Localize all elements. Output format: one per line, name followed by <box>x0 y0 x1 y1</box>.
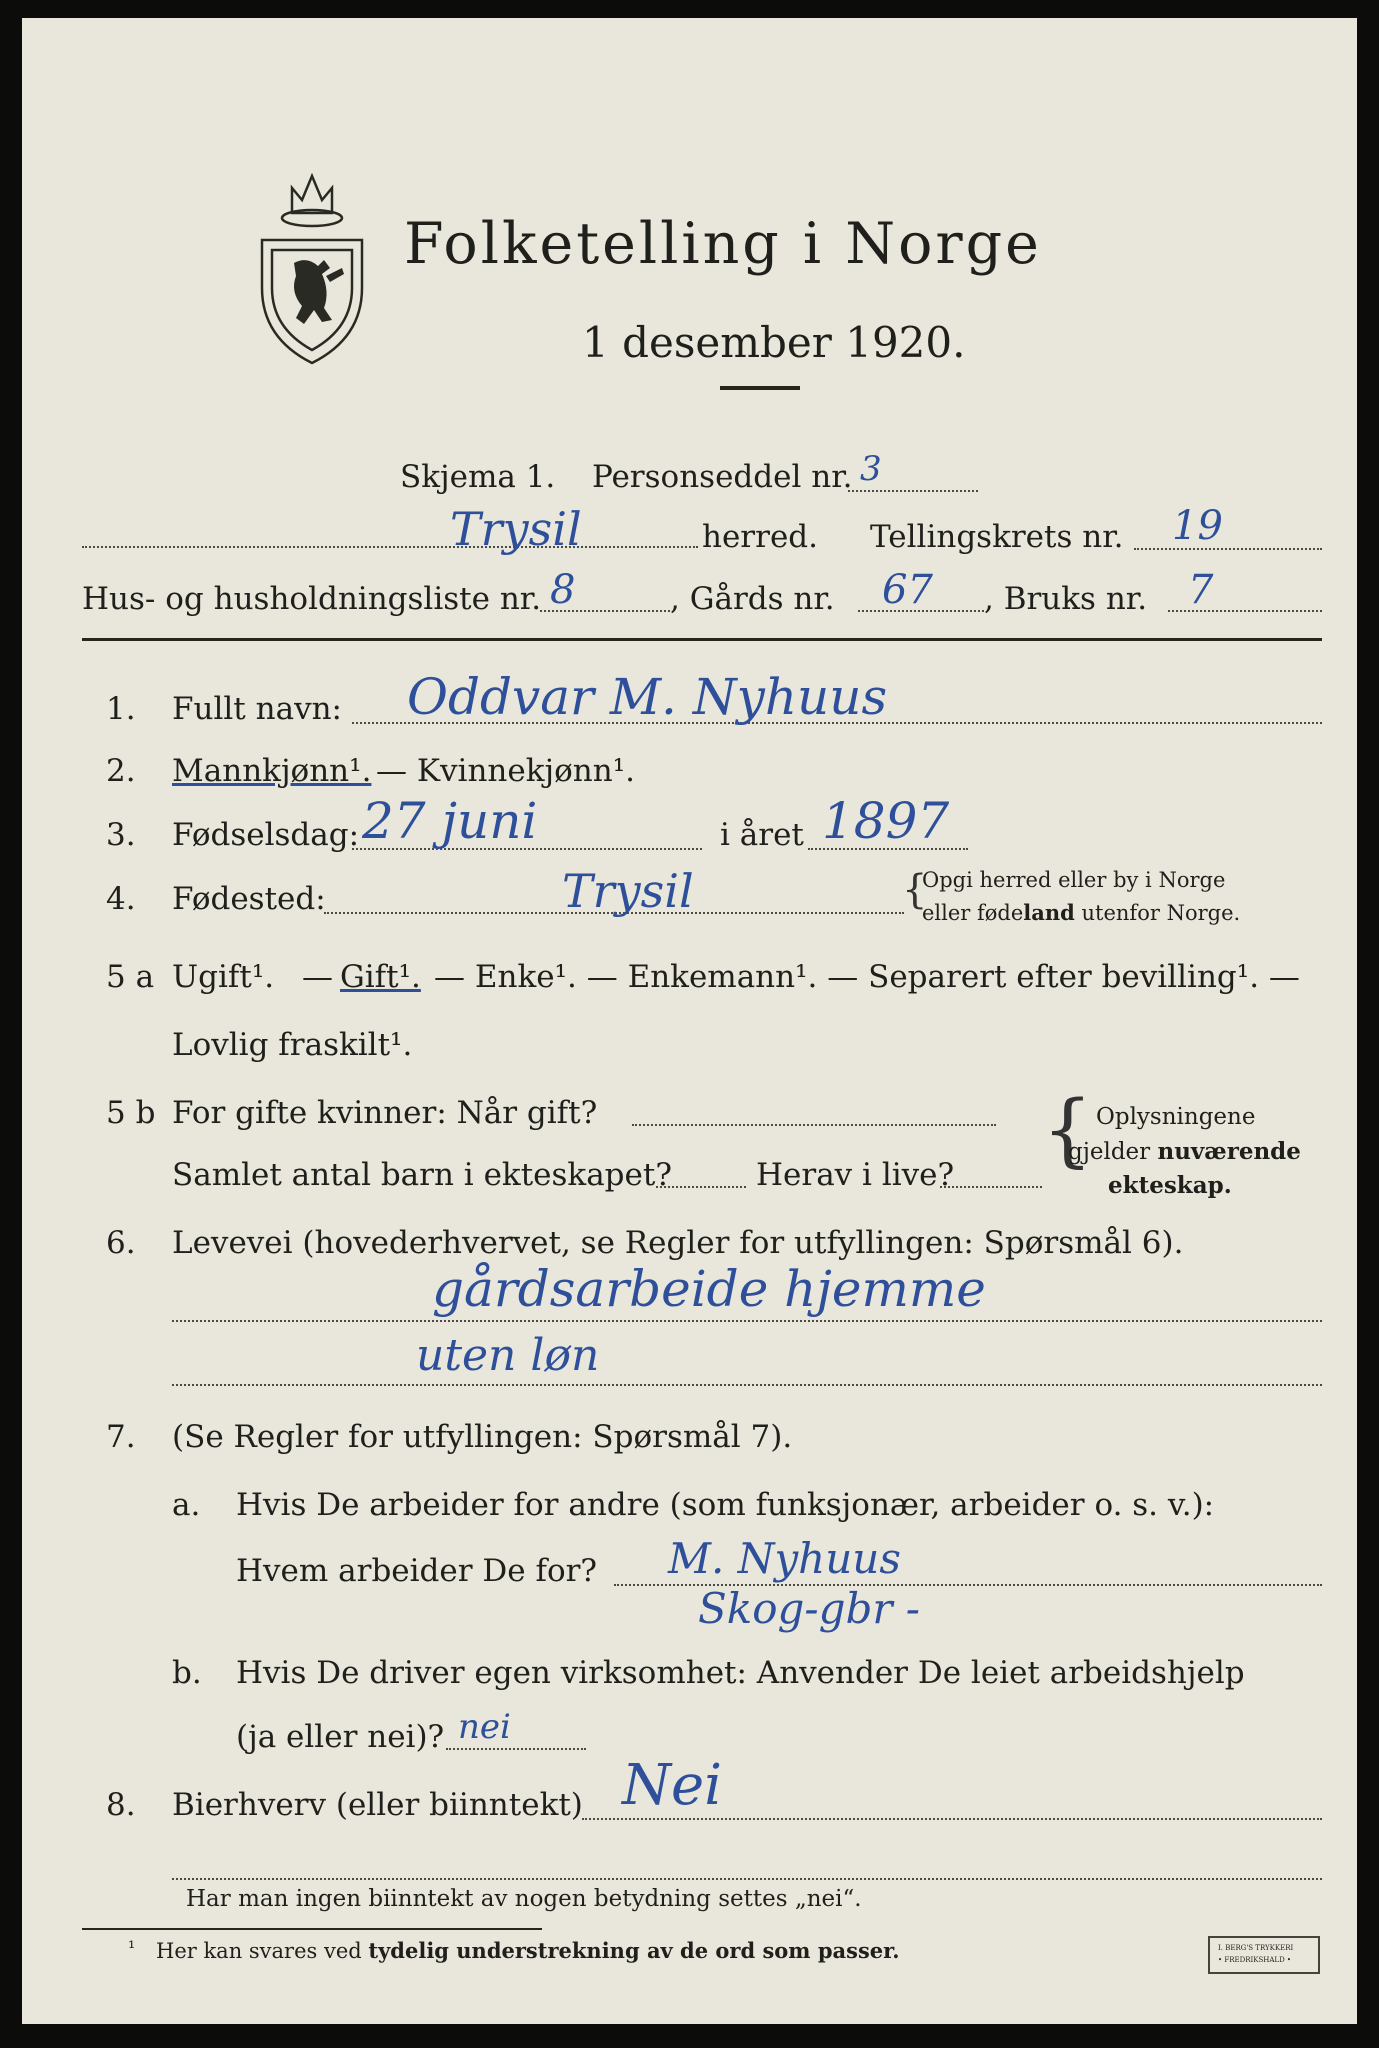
employer-value-line2: Skog-gbr - <box>698 1584 920 1633</box>
birthplace-value: Trysil <box>562 864 694 918</box>
q4-note-line2: eller fødeland utenfor Norge. <box>922 900 1241 925</box>
hired-help-value: nei <box>458 1707 511 1747</box>
bruks-label: , Bruks nr. <box>984 581 1148 617</box>
gards-label: , Gårds nr. <box>670 581 835 617</box>
personseddel-label: Personseddel nr. <box>592 459 853 495</box>
title-divider <box>720 386 800 390</box>
side-income-field[interactable] <box>582 1818 1322 1820</box>
sex-option-male[interactable]: Mannkjønn¹. <box>172 753 372 789</box>
occupation-value-line2: uten løn <box>416 1330 600 1381</box>
herred-field[interactable] <box>82 546 698 548</box>
q5b-line1-label: For gifte kvinner: Når gift? <box>172 1095 598 1131</box>
q7b-label: (ja eller nei)? <box>236 1719 445 1755</box>
footnote-mark: ¹ <box>128 1938 136 1959</box>
full-name-value: Oddvar M. Nyhuus <box>407 668 888 726</box>
employer-value-line1: M. Nyhuus <box>668 1534 901 1583</box>
q8-number: 8. <box>106 1787 136 1823</box>
occupation-field-line2[interactable] <box>172 1384 1322 1386</box>
q7a-question: Hvis De arbeider for andre (som funksjonær, arbeider o. s. v.): <box>236 1487 1215 1523</box>
occupation-field-line1[interactable] <box>172 1320 1322 1322</box>
q4-note-line1: Opgi herred eller by i Norge <box>922 868 1226 892</box>
marital-options-rest[interactable]: — Enke¹. — Enkemann¹. — Separert efter bevilling¹. — <box>434 959 1300 995</box>
printer-line1: I. BERG'S TRYKKERI <box>1218 1944 1294 1952</box>
personseddel-value: 3 <box>860 449 882 489</box>
husliste-label: Hus- og husholdningsliste nr. <box>82 581 542 617</box>
herred-label: herred. <box>702 519 818 555</box>
q8-label: Bierhverv (eller biinntekt) <box>172 1787 583 1823</box>
q7a-number: a. <box>172 1487 201 1523</box>
children-alive-field[interactable] <box>940 1186 1042 1188</box>
q7b-number: b. <box>172 1655 202 1691</box>
q7-number: 7. <box>106 1419 136 1455</box>
q4-note-brace: { <box>902 867 928 913</box>
q2-number: 2. <box>106 753 136 789</box>
q5b-children-label: Samlet antal barn i ekteskapet? <box>172 1157 672 1193</box>
side-income-value: Nei <box>622 1753 723 1818</box>
printer-mark <box>1208 1936 1320 1974</box>
coat-of-arms-icon <box>252 168 372 368</box>
q5b-number: 5 b <box>106 1095 156 1131</box>
birth-year-value: 1897 <box>822 792 950 850</box>
marital-option-fraskilt[interactable]: Lovlig fraskilt¹. <box>172 1027 413 1063</box>
q3-label: Fødselsdag: <box>172 817 360 853</box>
marital-option-ugift[interactable]: Ugift¹. <box>172 959 275 995</box>
tellingskrets-value: 19 <box>1172 503 1223 549</box>
q3-number: 3. <box>106 817 136 853</box>
bruks-value: 7 <box>1188 567 1214 613</box>
q7b-question: Hvis De driver egen virksomhet: Anvender De leiet arbeidshjelp <box>236 1655 1245 1691</box>
footnote-rule <box>82 1928 542 1930</box>
children-total-field[interactable] <box>656 1186 746 1188</box>
q5b-note-line3: ekteskap. <box>1108 1172 1232 1199</box>
q1-label: Fullt navn: <box>172 691 342 727</box>
q5b-note-line1: Oplysningene <box>1096 1104 1256 1130</box>
hired-help-field[interactable] <box>446 1748 586 1750</box>
form-date: 1 desember 1920. <box>582 318 966 367</box>
q5b-note-line2: gjelder nuværende <box>1068 1138 1301 1165</box>
q5a-separator: — <box>302 959 333 995</box>
header-rule <box>82 638 1322 641</box>
marital-option-gift[interactable]: Gift¹. <box>340 959 421 995</box>
q1-number: 1. <box>106 691 136 727</box>
marriage-date-field[interactable] <box>632 1124 996 1126</box>
birthdate-value: 27 juni <box>362 792 538 850</box>
q5a-number: 5 a <box>106 959 155 995</box>
q5b-note-brace: { <box>1042 1083 1093 1176</box>
birth-year-label: i året <box>720 817 804 853</box>
husliste-value: 8 <box>550 567 576 613</box>
q7-label: (Se Regler for utfyllingen: Spørsmål 7). <box>172 1419 793 1455</box>
herred-value: Trysil <box>450 502 582 556</box>
census-form-page <box>22 18 1357 2024</box>
occupation-value-line1: gårdsarbeide hjemme <box>432 1260 986 1318</box>
form-title: Folketelling i Norge <box>404 211 1042 277</box>
personseddel-field[interactable] <box>848 490 978 492</box>
tellingskrets-field[interactable] <box>1134 548 1322 550</box>
q6-number: 6. <box>106 1225 136 1261</box>
gards-value: 67 <box>882 567 933 613</box>
skjema-label: Skjema 1. <box>400 459 556 495</box>
q6-label: Levevei (hovederhvervet, se Regler for utfyllingen: Spørsmål 6). <box>172 1225 1184 1261</box>
printer-line2: • FREDRIKSHALD • <box>1218 1956 1292 1964</box>
side-income-field-line2[interactable] <box>172 1878 1322 1880</box>
footer-note: Har man ingen biinntekt av nogen betydning settes „nei“. <box>186 1886 862 1912</box>
q4-number: 4. <box>106 881 136 917</box>
tellingskrets-label: Tellingskrets nr. <box>870 519 1124 555</box>
q7a-employer-label: Hvem arbeider De for? <box>236 1553 598 1589</box>
q4-label: Fødested: <box>172 881 326 917</box>
sex-option-female[interactable]: — Kvinnekjønn¹. <box>376 753 635 789</box>
q5b-alive-label: Herav i live? <box>756 1157 955 1193</box>
footnote-text: Her kan svares ved tydelig understrekning av de ord som passer. <box>156 1938 900 1963</box>
